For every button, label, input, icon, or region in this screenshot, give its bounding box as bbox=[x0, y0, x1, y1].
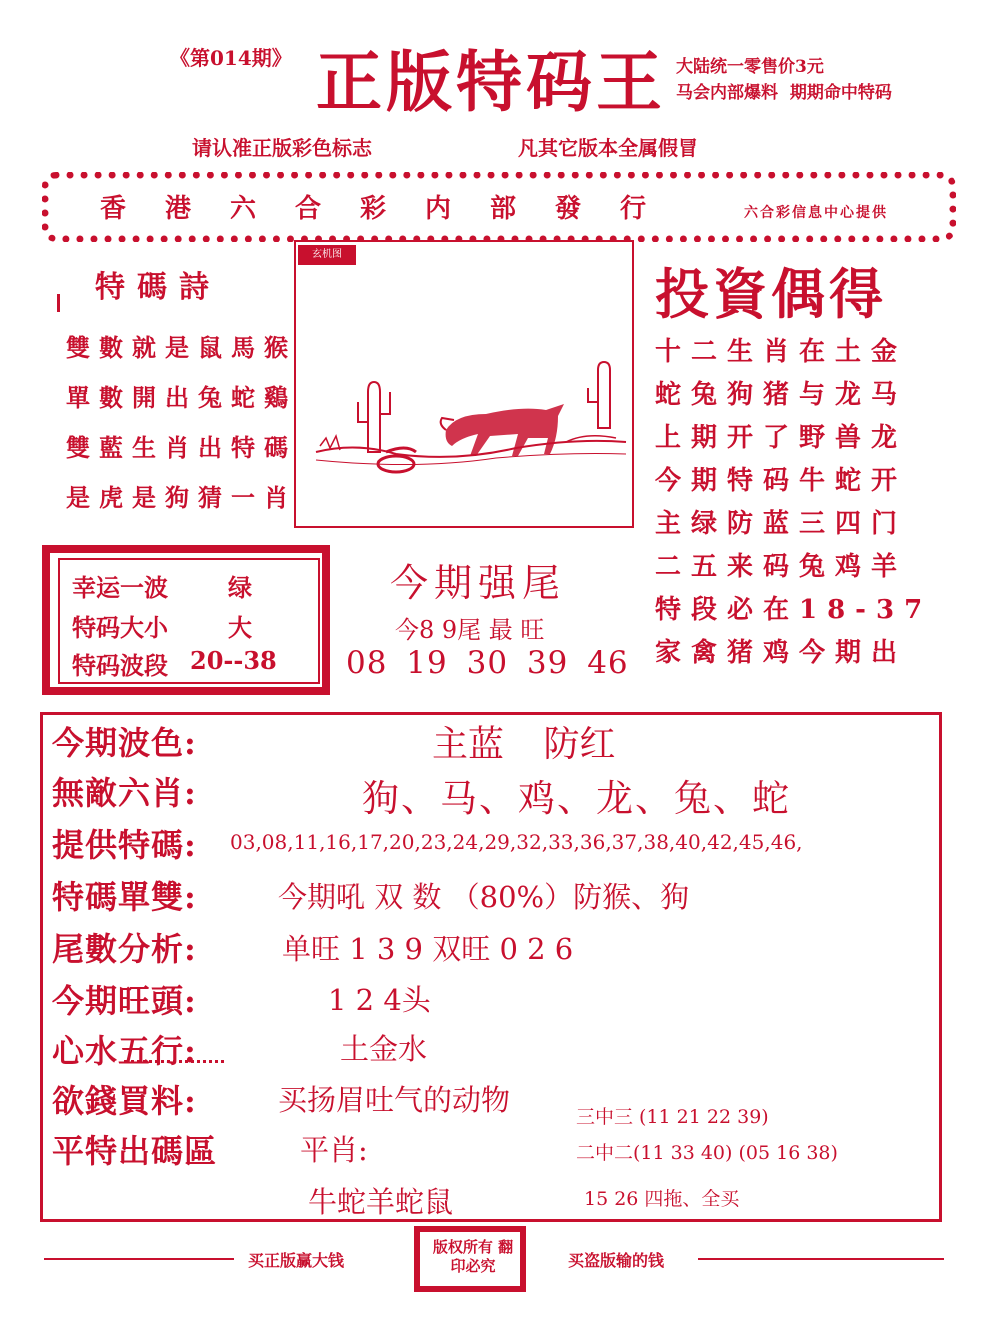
lucky-value: 大 bbox=[228, 613, 252, 642]
element-value: 土金水 bbox=[340, 1032, 428, 1066]
buy-value: 买扬眉吐气的动物 bbox=[278, 1083, 511, 1117]
invest-line: 家禽猪鸡今期出 bbox=[655, 638, 908, 668]
invest-line: 主绿防蓝三四门 bbox=[655, 509, 908, 539]
poem-title: 特碼詩 bbox=[95, 270, 221, 305]
six-zodiac-value: 狗、马、鸡、龙、兔、蛇 bbox=[362, 777, 791, 820]
combo-line: 三中三 (11 21 22 39) bbox=[576, 1106, 769, 1128]
combo-line: 15 26 四拖、全买 bbox=[584, 1188, 740, 1210]
footer-slogan-left: 买正版赢大钱 bbox=[248, 1251, 345, 1270]
lucky-label: 特码波段 bbox=[72, 651, 168, 680]
riddle-picture bbox=[294, 240, 634, 528]
provider-text: 六合彩信息中心提供 bbox=[744, 205, 888, 221]
strong-tail-numbers: 08 19 30 39 46 bbox=[346, 645, 629, 681]
fake-warning: 凡其它版本全属假冒 bbox=[518, 136, 698, 160]
footer-slogan-right: 买盗版输的钱 bbox=[568, 1251, 665, 1270]
flat-sub-label: 平肖: bbox=[300, 1133, 368, 1167]
invest-line: 蛇兔狗猪与龙马 bbox=[655, 380, 908, 410]
issue-number: 《第014期》 bbox=[170, 46, 292, 70]
invest-line: 十二生肖在土金 bbox=[655, 337, 908, 367]
strong-tail-sub: 今8 9尾 最 旺 bbox=[395, 616, 545, 644]
parity-label: 特碼單雙: bbox=[52, 878, 197, 916]
lucky-label: 特码大小 bbox=[72, 613, 168, 642]
numbers-label: 提供特碼: bbox=[52, 826, 197, 864]
invest-line: 今期特码牛蛇开 bbox=[655, 466, 908, 496]
footer-rule-right bbox=[698, 1258, 944, 1260]
combo-line: 二中二(11 33 40) (05 16 38) bbox=[576, 1142, 838, 1164]
dog-desert-illustration bbox=[296, 242, 632, 526]
poem-line: 是虎是狗猜一肖 bbox=[66, 483, 297, 512]
parity-value: 今期吼 双 数 （80%）防猴、狗 bbox=[278, 880, 690, 914]
page-title: 正版特码王 bbox=[316, 43, 666, 121]
invest-line: 二五来码兔鸡羊 bbox=[655, 552, 908, 582]
six-zodiac-label: 無敵六肖: bbox=[52, 774, 197, 812]
head-value: 1 2 4头 bbox=[328, 983, 431, 1017]
strong-tail-title: 今期强尾 bbox=[390, 561, 567, 605]
invest-line: 特段必在18-37 bbox=[655, 595, 933, 625]
tail-label: 尾數分析: bbox=[52, 930, 197, 968]
buy-label: 欲錢買料: bbox=[52, 1082, 197, 1120]
numbers-value: 03,08,11,16,17,20,23,24,29,32,33,36,37,38,40,42,45,46, bbox=[230, 830, 803, 854]
price-line: 大陆统一零售价3元 bbox=[676, 57, 824, 77]
element-dots bbox=[124, 1056, 224, 1063]
element-label: 心水五行: bbox=[52, 1032, 197, 1070]
poem-line: 雙藍生肖出特碼 bbox=[66, 433, 297, 462]
footer-rule-left bbox=[44, 1258, 234, 1260]
lucky-value: 20--38 bbox=[190, 646, 277, 675]
tail-value: 单旺 1 3 9 双旺 0 2 6 bbox=[282, 932, 574, 966]
poem-line: 單數開出兔蛇鷄 bbox=[66, 383, 297, 412]
issuer-text: 香港六合彩内部發行 bbox=[100, 194, 686, 224]
lucky-value: 绿 bbox=[228, 573, 252, 602]
wave-value: 主蓝 防红 bbox=[432, 724, 616, 765]
wave-label: 今期波色: bbox=[52, 724, 197, 762]
lucky-label: 幸运一波 bbox=[72, 573, 168, 602]
tagline: 马会内部爆料 期期命中特码 bbox=[676, 83, 892, 103]
picture-stamp: 玄机图 bbox=[298, 245, 356, 265]
poem-line: 雙數就是鼠馬猴 bbox=[66, 333, 297, 362]
invest-title: 投資偶得 bbox=[655, 262, 887, 326]
copyright-text: 版权所有 翻印必究 bbox=[432, 1238, 514, 1275]
poem-divider bbox=[57, 294, 60, 312]
flat-value: 牛蛇羊蛇鼠 bbox=[308, 1185, 454, 1219]
authenticity-note: 请认准正版彩色标志 bbox=[192, 136, 372, 160]
head-label: 今期旺頭: bbox=[52, 982, 197, 1020]
invest-line: 上期开了野兽龙 bbox=[655, 423, 908, 453]
flat-label: 平特出碼區 bbox=[52, 1132, 218, 1170]
